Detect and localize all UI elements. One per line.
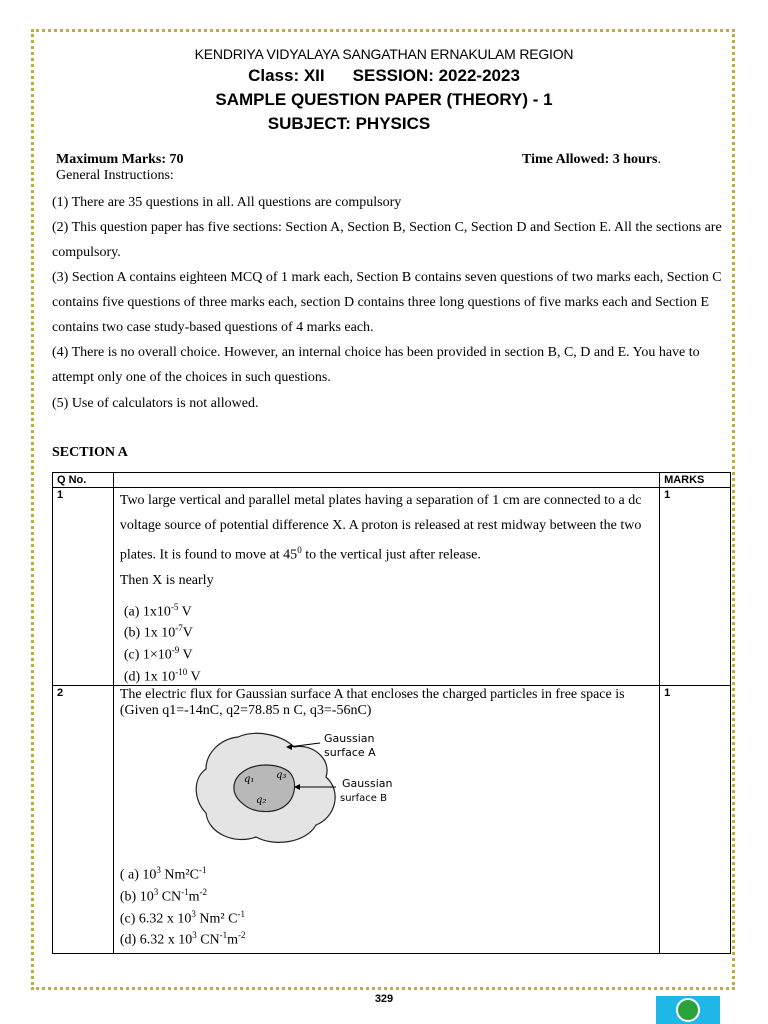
class-session-line	[0, 66, 768, 86]
instruction-3: (3) Section A contains eighteen MCQ of 1 mark each, Section B contains seven questions of two marks each, Section C contains five questions of three marks each, section D contains three long questions of five marks each and Section E contains two case study-based questions of 4 marks each.	[52, 270, 722, 335]
label-gaussian-a-2: surface A	[323, 746, 376, 760]
q2-marks: 1	[660, 686, 731, 954]
q1-text-c: Then X is nearly	[119, 572, 214, 588]
q1-option-d: (d) 1x $10^{-10}$ V	[123, 666, 201, 685]
instruction-2: (2) This question paper has five sections: Section A, Section B, Section C, Section D and Section E. All the sections are compulsory.	[52, 220, 722, 260]
section-title: SECTION A	[52, 445, 128, 460]
q2-option-d: (d) 6.32 x $10^3$ $CN^{-1}m^{-2}$	[119, 930, 246, 948]
qno-header: Q No.	[53, 473, 114, 488]
q1-body	[113, 488, 659, 686]
corner-logo-icon	[656, 996, 720, 1024]
q1-marks: 1	[660, 488, 731, 686]
page-number: 329	[374, 993, 394, 1005]
table-header-row	[53, 473, 731, 488]
paper-title: SAMPLE QUESTION PAPER (THEORY) - 1	[215, 90, 553, 109]
instruction-4: (4) There is no overall choice. However, an internal choice has been provided in section B, C, D and E. You have to attempt only one of the choices in such questions.	[52, 345, 700, 385]
q2-option-c: (c) 6.32 x $10^3$ Nm² $C^{-1}$	[119, 908, 245, 927]
charge-q2: q₂	[255, 795, 267, 807]
label-gaussian-b-2: surface B	[339, 793, 387, 805]
q1-option-c: (c) $1\times 10^{-9}$ V	[123, 644, 193, 663]
q1-option-b: (b) 1x $10^{-7}V$	[123, 623, 193, 641]
question-header	[113, 473, 659, 488]
instruction-1: (1) There are 35 questions in all. All questions are compulsory	[52, 195, 402, 210]
charge-q1: q₁	[243, 774, 255, 786]
q2-text: The electric flux for Gaussian surface A that encloses the charged particles in free space is	[119, 687, 625, 703]
label-gaussian-a-1: Gaussian	[323, 732, 375, 746]
session-label: SESSION: 2022-2023	[352, 66, 520, 85]
general-instructions-label: General Instructions:	[56, 168, 174, 183]
q1-option-a: (a) $1x10^{-5}$ V	[123, 601, 192, 620]
q2-given: (Given q1=-14nC, q2=78.85 n C, q3=-56nC)	[119, 703, 372, 719]
q2-number: 2	[53, 686, 114, 954]
table-row	[53, 488, 731, 686]
q2-body	[113, 686, 659, 954]
marks-header: MARKS	[660, 473, 731, 488]
time-allowed: Time Allowed: 3 hours.	[522, 152, 661, 167]
gaussian-surface-figure	[186, 725, 418, 851]
q1-text: Two large vertical and parallel metal plates having a separation of 1 cm are connected to a dc voltage source of potential difference X. A proton is released at rest midway between the two plates. It is found to move at $45^0$ to the vertical just after release.	[119, 493, 642, 563]
q1-number: 1	[53, 488, 114, 686]
max-marks: Maximum Marks: 70	[56, 152, 184, 167]
question-table	[52, 472, 731, 954]
logo-circle-icon	[676, 998, 700, 1022]
instruction-5: (5) Use of calculators is not allowed.	[52, 396, 259, 411]
charge-q3: q₃	[275, 770, 287, 782]
q2-option-b: (b) $10^3$ $CN^{-1}m^{-2}$	[119, 886, 208, 905]
q2-option-a: ( a) $10^3$ $Nm^2C^{-1}$	[119, 865, 207, 883]
subject-title: SUBJECT: PHYSICS	[267, 114, 431, 133]
table-row	[53, 686, 731, 954]
class-label: Class: XII	[248, 66, 325, 85]
label-gaussian-b-1: Gaussian	[341, 777, 393, 791]
org-title: KENDRIYA VIDYALAYA SANGATHAN ERNAKULAM REGION	[194, 46, 574, 62]
